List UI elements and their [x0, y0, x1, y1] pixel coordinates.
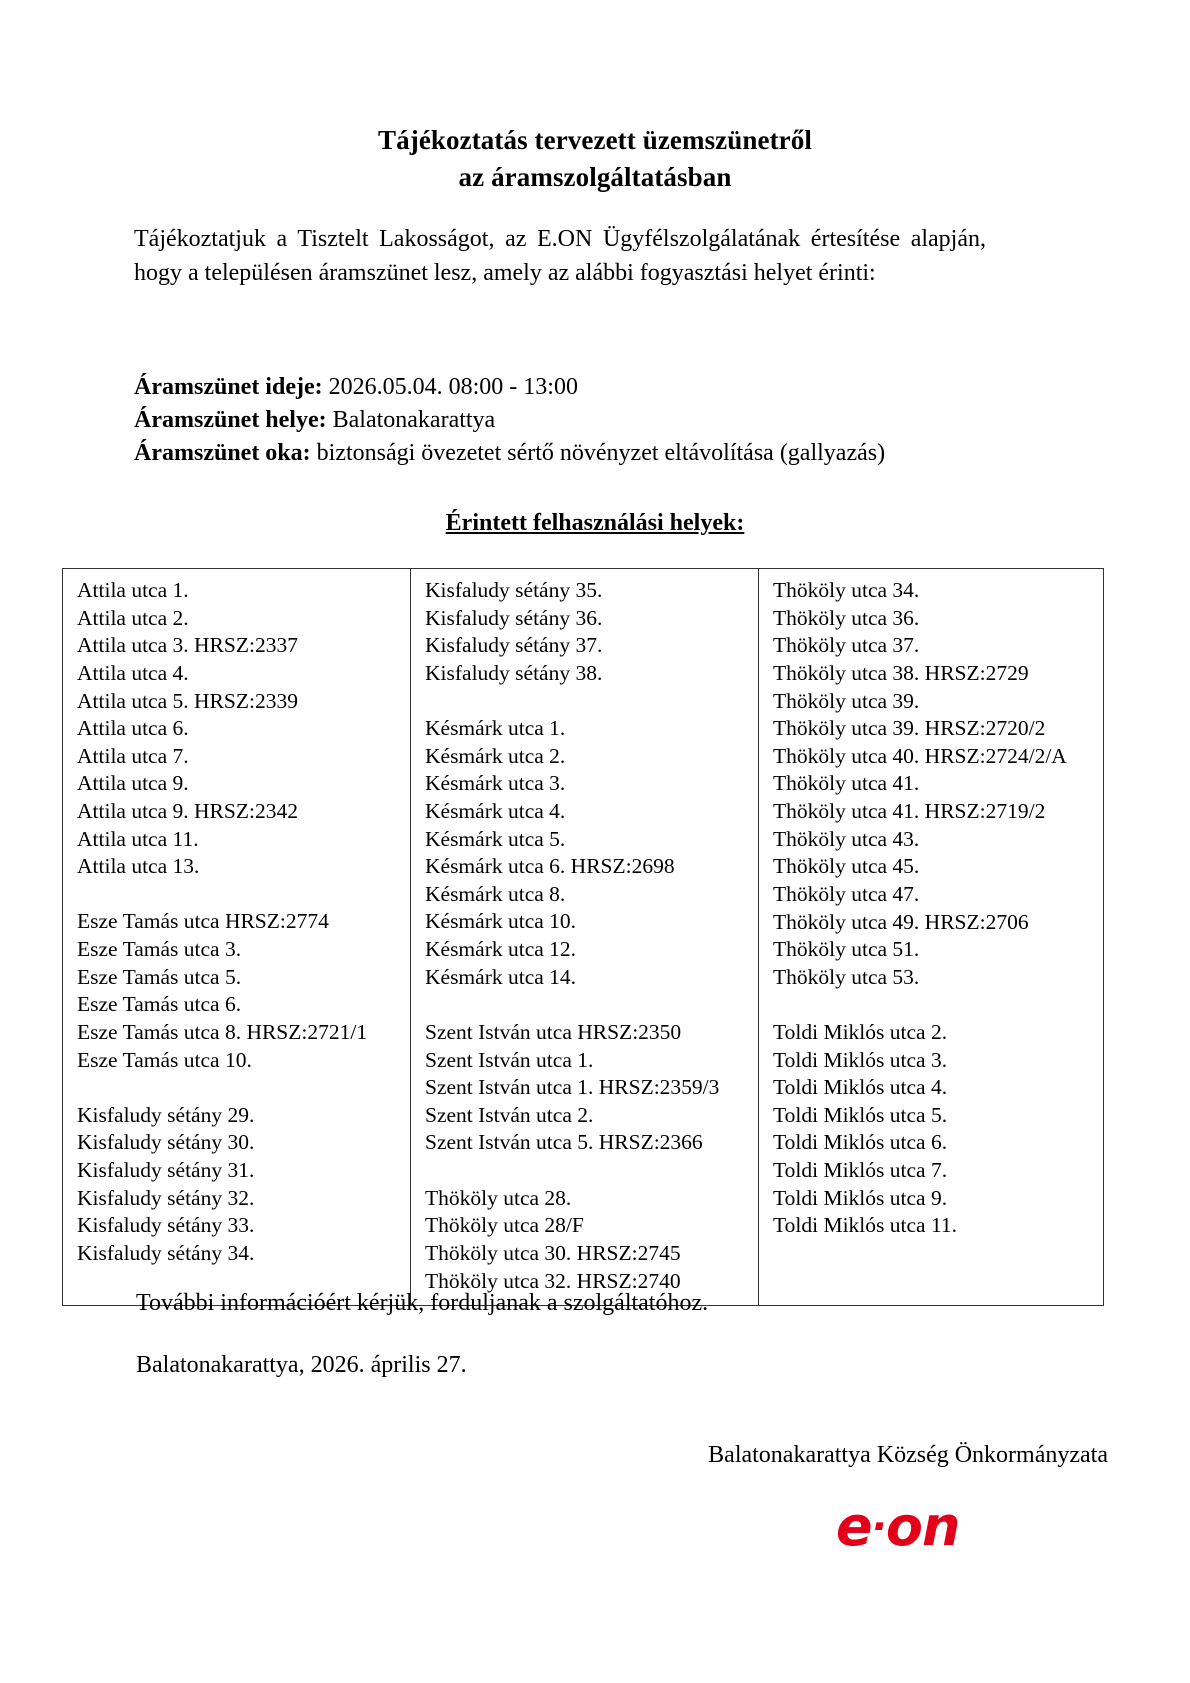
address-entry: Késmárk utca 3.	[425, 771, 566, 796]
address-entry: Késmárk utca 5.	[425, 826, 566, 851]
address-entry: Toldi Miklós utca 5.	[773, 1102, 948, 1127]
address-entry: Attila utca 2.	[77, 605, 189, 630]
address-entry: Esze Tamás utca 5.	[77, 964, 242, 989]
address-entry: Kisfaludy sétány 36.	[425, 605, 603, 630]
address-entry: Thököly utca 36.	[773, 605, 920, 630]
address-column-1	[63, 569, 411, 1306]
address-spacer	[425, 688, 758, 716]
address-entry: Toldi Miklós utca 2.	[773, 1019, 948, 1044]
address-entry: Thököly utca 41.	[773, 771, 920, 796]
address-entry: Thököly utca 34.	[773, 578, 920, 602]
address-entry: Kisfaludy sétány 35.	[425, 578, 603, 602]
address-entry: Késmárk utca 10.	[425, 909, 577, 934]
address-entry: Esze Tamás utca 8. HRSZ:2721/1	[77, 1019, 368, 1044]
eon-logo-text: e·on	[836, 1495, 960, 1558]
address-entry: Attila utca 9. HRSZ:2342	[77, 799, 298, 823]
address-entry: Késmárk utca 1.	[425, 716, 566, 741]
footer-date: Balatonakarattya, 2026. április 27.	[136, 1352, 467, 1378]
address-entry: Toldi Miklós utca 4.	[773, 1075, 948, 1100]
address-entry: Attila utca 1.	[77, 578, 189, 602]
address-entry: Szent István utca 1.	[425, 1047, 594, 1072]
affected-addresses-table	[62, 568, 1104, 1306]
outage-place-value: Balatonakarattya	[332, 407, 496, 434]
address-entry: Kisfaludy sétány 32.	[77, 1185, 255, 1210]
address-entry: Attila utca 3. HRSZ:2337	[77, 633, 298, 658]
address-list-1	[77, 577, 410, 1268]
footer-note: További információért kérjük, forduljanak a szolgáltatóhoz.	[136, 1290, 709, 1316]
address-spacer	[425, 1157, 758, 1185]
address-entry: Thököly utca 49. HRSZ:2706	[773, 909, 1029, 934]
address-entry: Késmárk utca 6. HRSZ:2698	[425, 854, 675, 879]
address-entry: Késmárk utca 4.	[425, 798, 566, 823]
affected-locations-heading-text: Érintett felhasználási helyek:	[445, 510, 745, 536]
address-entry: Thököly utca 38. HRSZ:2729	[773, 660, 1029, 685]
address-entry: Toldi Miklós utca 9.	[773, 1185, 948, 1210]
address-entry: Thököly utca 39.	[773, 688, 920, 713]
address-spacer	[77, 1074, 410, 1102]
outage-time-label: Áramszünet ideje:	[134, 374, 323, 400]
address-entry: Késmárk utca 12.	[425, 937, 577, 962]
address-entry: Attila utca 6.	[77, 716, 189, 741]
address-entry: Kisfaludy sétány 33.	[77, 1213, 255, 1238]
address-entry: Esze Tamás utca HRSZ:2774	[77, 909, 329, 934]
address-entry: Toldi Miklós utca 6.	[773, 1130, 948, 1155]
address-entry: Késmárk utca 8.	[425, 881, 566, 906]
address-entry: Kisfaludy sétány 34.	[77, 1240, 255, 1265]
address-entry: Attila utca 11.	[77, 826, 199, 851]
outage-reason-value: biztonsági övezetet sértő növényzet eltávolítása (gallyazás)	[316, 440, 886, 467]
address-column-2	[411, 569, 759, 1306]
address-entry: Késmárk utca 14.	[425, 964, 577, 989]
address-entry: Kisfaludy sétány 29.	[77, 1102, 255, 1127]
address-entry: Attila utca 13.	[77, 854, 200, 879]
address-entry: Thököly utca 40. HRSZ:2724/2/A	[773, 743, 1067, 768]
address-entry: Toldi Miklós utca 3.	[773, 1047, 948, 1072]
outage-place-row	[134, 404, 885, 437]
address-entry: Thököly utca 47.	[773, 881, 920, 906]
address-entry: Thököly utca 30. HRSZ:2745	[425, 1240, 681, 1265]
address-entry: Thököly utca 28.	[425, 1185, 572, 1210]
address-entry: Kisfaludy sétány 37.	[425, 633, 603, 658]
address-spacer	[773, 991, 1103, 1019]
address-spacer	[425, 991, 758, 1019]
signature-line: Balatonakarattya Község Önkormányzata	[708, 1442, 1108, 1468]
address-entry: Attila utca 5. HRSZ:2339	[77, 688, 298, 713]
outage-time-value: 2026.05.04. 08:00 - 13:00	[328, 374, 578, 400]
address-entry: Thököly utca 32. HRSZ:2740	[425, 1268, 681, 1293]
address-entry: Szent István utca HRSZ:2350	[425, 1019, 682, 1044]
table-row	[63, 569, 1104, 1306]
address-entry: Thököly utca 51.	[773, 937, 920, 962]
address-entry: Esze Tamás utca 6.	[77, 992, 242, 1017]
address-entry: Thököly utca 43.	[773, 826, 920, 851]
address-entry: Attila utca 7.	[77, 743, 189, 768]
intro-paragraph: Tájékoztatjuk a Tisztelt Lakosságot, az E.ON Ügyfélszolgálatának értesítése alapján, hogy a településen áramszünet lesz, amely az alábbi fogyasztási helyet érinti:	[134, 226, 986, 287]
address-entry: Késmárk utca 2.	[425, 743, 566, 768]
outage-time-row	[134, 371, 885, 404]
address-entry: Thököly utca 53.	[773, 964, 920, 989]
address-entry: Thököly utca 28/F	[425, 1213, 584, 1238]
address-column-3	[759, 569, 1104, 1306]
address-entry: Thököly utca 41. HRSZ:2719/2	[773, 799, 1046, 823]
address-entry: Attila utca 4.	[77, 660, 189, 685]
address-entry: Szent István utca 2.	[425, 1102, 594, 1127]
address-entry: Szent István utca 5. HRSZ:2366	[425, 1130, 703, 1155]
affected-locations-heading	[0, 510, 1190, 537]
page-title-line-1: Tájékoztatás tervezett üzemszünetről	[378, 125, 812, 155]
address-entry: Thököly utca 37.	[773, 633, 920, 658]
address-entry: Toldi Miklós utca 7.	[773, 1158, 948, 1183]
eon-logo	[836, 1492, 986, 1562]
address-entry: Attila utca 9.	[77, 771, 189, 796]
address-entry: Szent István utca 1. HRSZ:2359/3	[425, 1075, 720, 1100]
address-entry: Toldi Miklós utca 11.	[773, 1213, 958, 1238]
address-entry: Kisfaludy sétány 31.	[77, 1158, 255, 1183]
outage-place-label: Áramszünet helye:	[134, 407, 327, 434]
outage-reason-row	[134, 437, 885, 470]
address-list-3	[773, 577, 1103, 1240]
address-entry: Kisfaludy sétány 30.	[77, 1130, 255, 1155]
address-entry: Esze Tamás utca 3.	[77, 937, 242, 962]
address-entry: Thököly utca 45.	[773, 854, 920, 879]
address-entry: Esze Tamás utca 10.	[77, 1047, 252, 1072]
address-list-2	[425, 577, 758, 1295]
outage-details	[134, 371, 885, 470]
address-spacer	[77, 881, 410, 909]
page-title	[0, 0, 1190, 197]
address-entry: Thököly utca 39. HRSZ:2720/2	[773, 716, 1046, 741]
outage-reason-label: Áramszünet oka:	[134, 440, 311, 467]
page-title-line-2: az áramszolgáltatásban	[458, 162, 732, 193]
address-entry: Kisfaludy sétány 38.	[425, 660, 603, 685]
